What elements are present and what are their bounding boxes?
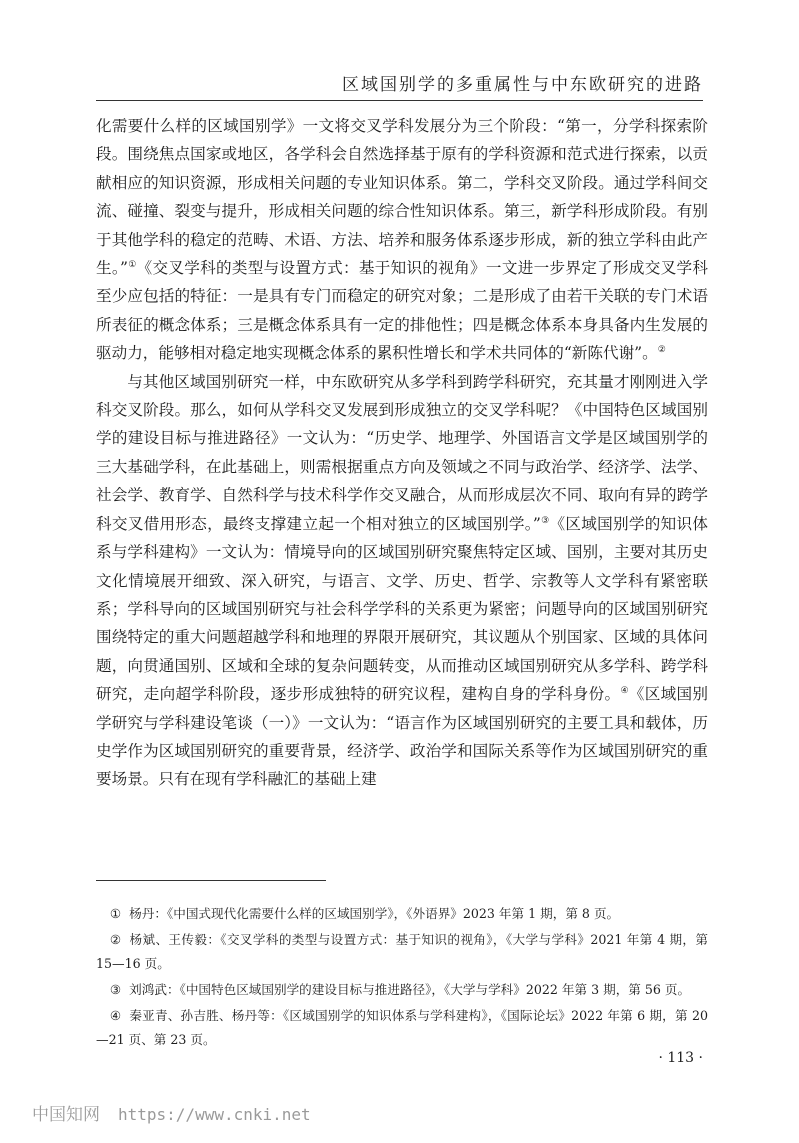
paragraph-1-part-a: 化需要什么样的区域国别学》一文将交叉学科发展分为三个阶段：“第一，分学科探索阶段。围绕焦点国家或地区，各学科会自然选择基于原有的学科资源和范式进行探索，以贡献相应的知识资源，形成相关问题的专业知识体系。第二，学科交叉阶段。通过学科间交流、碰撞、裂变与提升，形成相关问题的综合性知识体系。第三，新学科形成阶段。有别于其他学科的稳定的范畴、术语、方法、培养和服务体系逐步形成，新的独立学科由此产生。” — [96, 117, 708, 278]
footnote-ref-2[interactable]: ② — [657, 345, 666, 356]
page-number: · 113 · — [658, 1050, 703, 1066]
footnote-2 — [96, 928, 708, 976]
paragraph-2-part-c: 《区域国别学研究与学科建设笔谈（一）》一文认为：“语言作为区域国别研究的主要工具和载体，历史学作为区域国别研究的重要背景，经济学、政治学和国际关系等作为区域国别研究的重要场景。只有在现有学科融汇的基础上建 — [96, 685, 708, 789]
watermark — [32, 1100, 311, 1125]
footnote-ref-1[interactable]: ① — [127, 259, 137, 270]
footnote-ref-4[interactable]: ④ — [620, 685, 629, 696]
header-rule — [96, 100, 703, 101]
footnote-text: 秦亚青、孙吉胜、杨丹等：《区域国别学的知识体系与学科建构》，《国际论坛》2022 年第 6 期，第 20—21 页、第 23 页。 — [96, 1008, 708, 1047]
watermark-url[interactable]: https://www.cnki.net — [118, 1105, 311, 1124]
footnote-marker: ② — [109, 932, 122, 947]
footnote-marker: ① — [109, 906, 122, 921]
footnote-marker: ③ — [109, 982, 122, 997]
paragraph-2-part-a: 与其他区域国别研究一样，中东欧研究从多学科到跨学科研究，充其量才刚刚进入学科交叉阶段。那么，如何从学科交叉发展到形成独立的交叉学科呢？《中国特色区域国别学的建设目标与推进路径》一文认为：“历史学、地理学、外国语言文学是区域国别学的三大基础学科，在此基础上，则需根据重点方向及领域之不同与政治学、经济学、法学、社会学、教育学、自然科学与技术科学作交叉融合，从而形成层次不同、取向有异的跨学科交叉借用形态，最终支撑建立起一个相对独立的区域国别学。” — [96, 372, 708, 533]
footnote-4 — [96, 1004, 708, 1052]
footnote-text: 杨斌、王传毅：《交叉学科的类型与设置方式：基于知识的视角》，《大学与学科》2021 年第 4 期，第 15—16 页。 — [96, 932, 708, 971]
paragraph-1 — [96, 112, 708, 368]
footnote-text: 刘鸿武：《中国特色区域国别学的建设目标与推进路径》，《大学与学科》2022 年第 3 期，第 56 页。 — [129, 982, 691, 997]
body-text — [96, 112, 708, 794]
paragraph-1-part-b: 《交叉学科的类型与设置方式：基于知识的视角》一文进一步界定了形成交叉学科至少应包括的特征：一是具有专门而稳定的研究对象；二是形成了由若干关联的专门术语所表征的概念体系；三是概念体系具有一定的排他性；四是概念体系本身具备内生发展的驱动力，能够相对稳定地实现概念体系的累积性增长和学术共同体的“新陈代谢”。 — [96, 259, 708, 363]
footnote-1 — [96, 902, 708, 926]
watermark-site: 中国知网 — [32, 1105, 100, 1125]
footnote-marker: ④ — [109, 1008, 122, 1023]
footnote-text: 杨丹：《中国式现代化需要什么样的区域国别学》，《外语界》2023 年第 1 期，第 8 页。 — [129, 906, 620, 921]
footnote-ref-3[interactable]: ③ — [540, 515, 550, 526]
running-title: 区域国别学的多重属性与中东欧研究的进路 — [342, 75, 703, 95]
footnotes — [96, 902, 708, 1054]
paragraph-2-part-b: 《区域国别学的知识体系与学科建构》一文认为：情境导向的区域国别研究聚焦特定区域、国别，主要对其历史文化情境展开细致、深入研究，与语言、文学、历史、哲学、宗教等人文学科有紧密联系；学科导向的区域国别研究与社会科学学科的关系更为紧密；问题导向的区域国别研究围绕特定的重大问题超越学科和地理的界限开展研究，其议题从个别国家、区域的具体问题，向贯通国别、区域和全球的复杂问题转变，从而推动区域国别研究从多学科、跨学科研究，走向超学科阶段，逐步形成独特的研究议程，建构自身的学科身份。 — [96, 514, 708, 704]
footnote-rule — [96, 880, 326, 881]
paragraph-2 — [96, 368, 708, 794]
footnote-3 — [96, 978, 708, 1002]
